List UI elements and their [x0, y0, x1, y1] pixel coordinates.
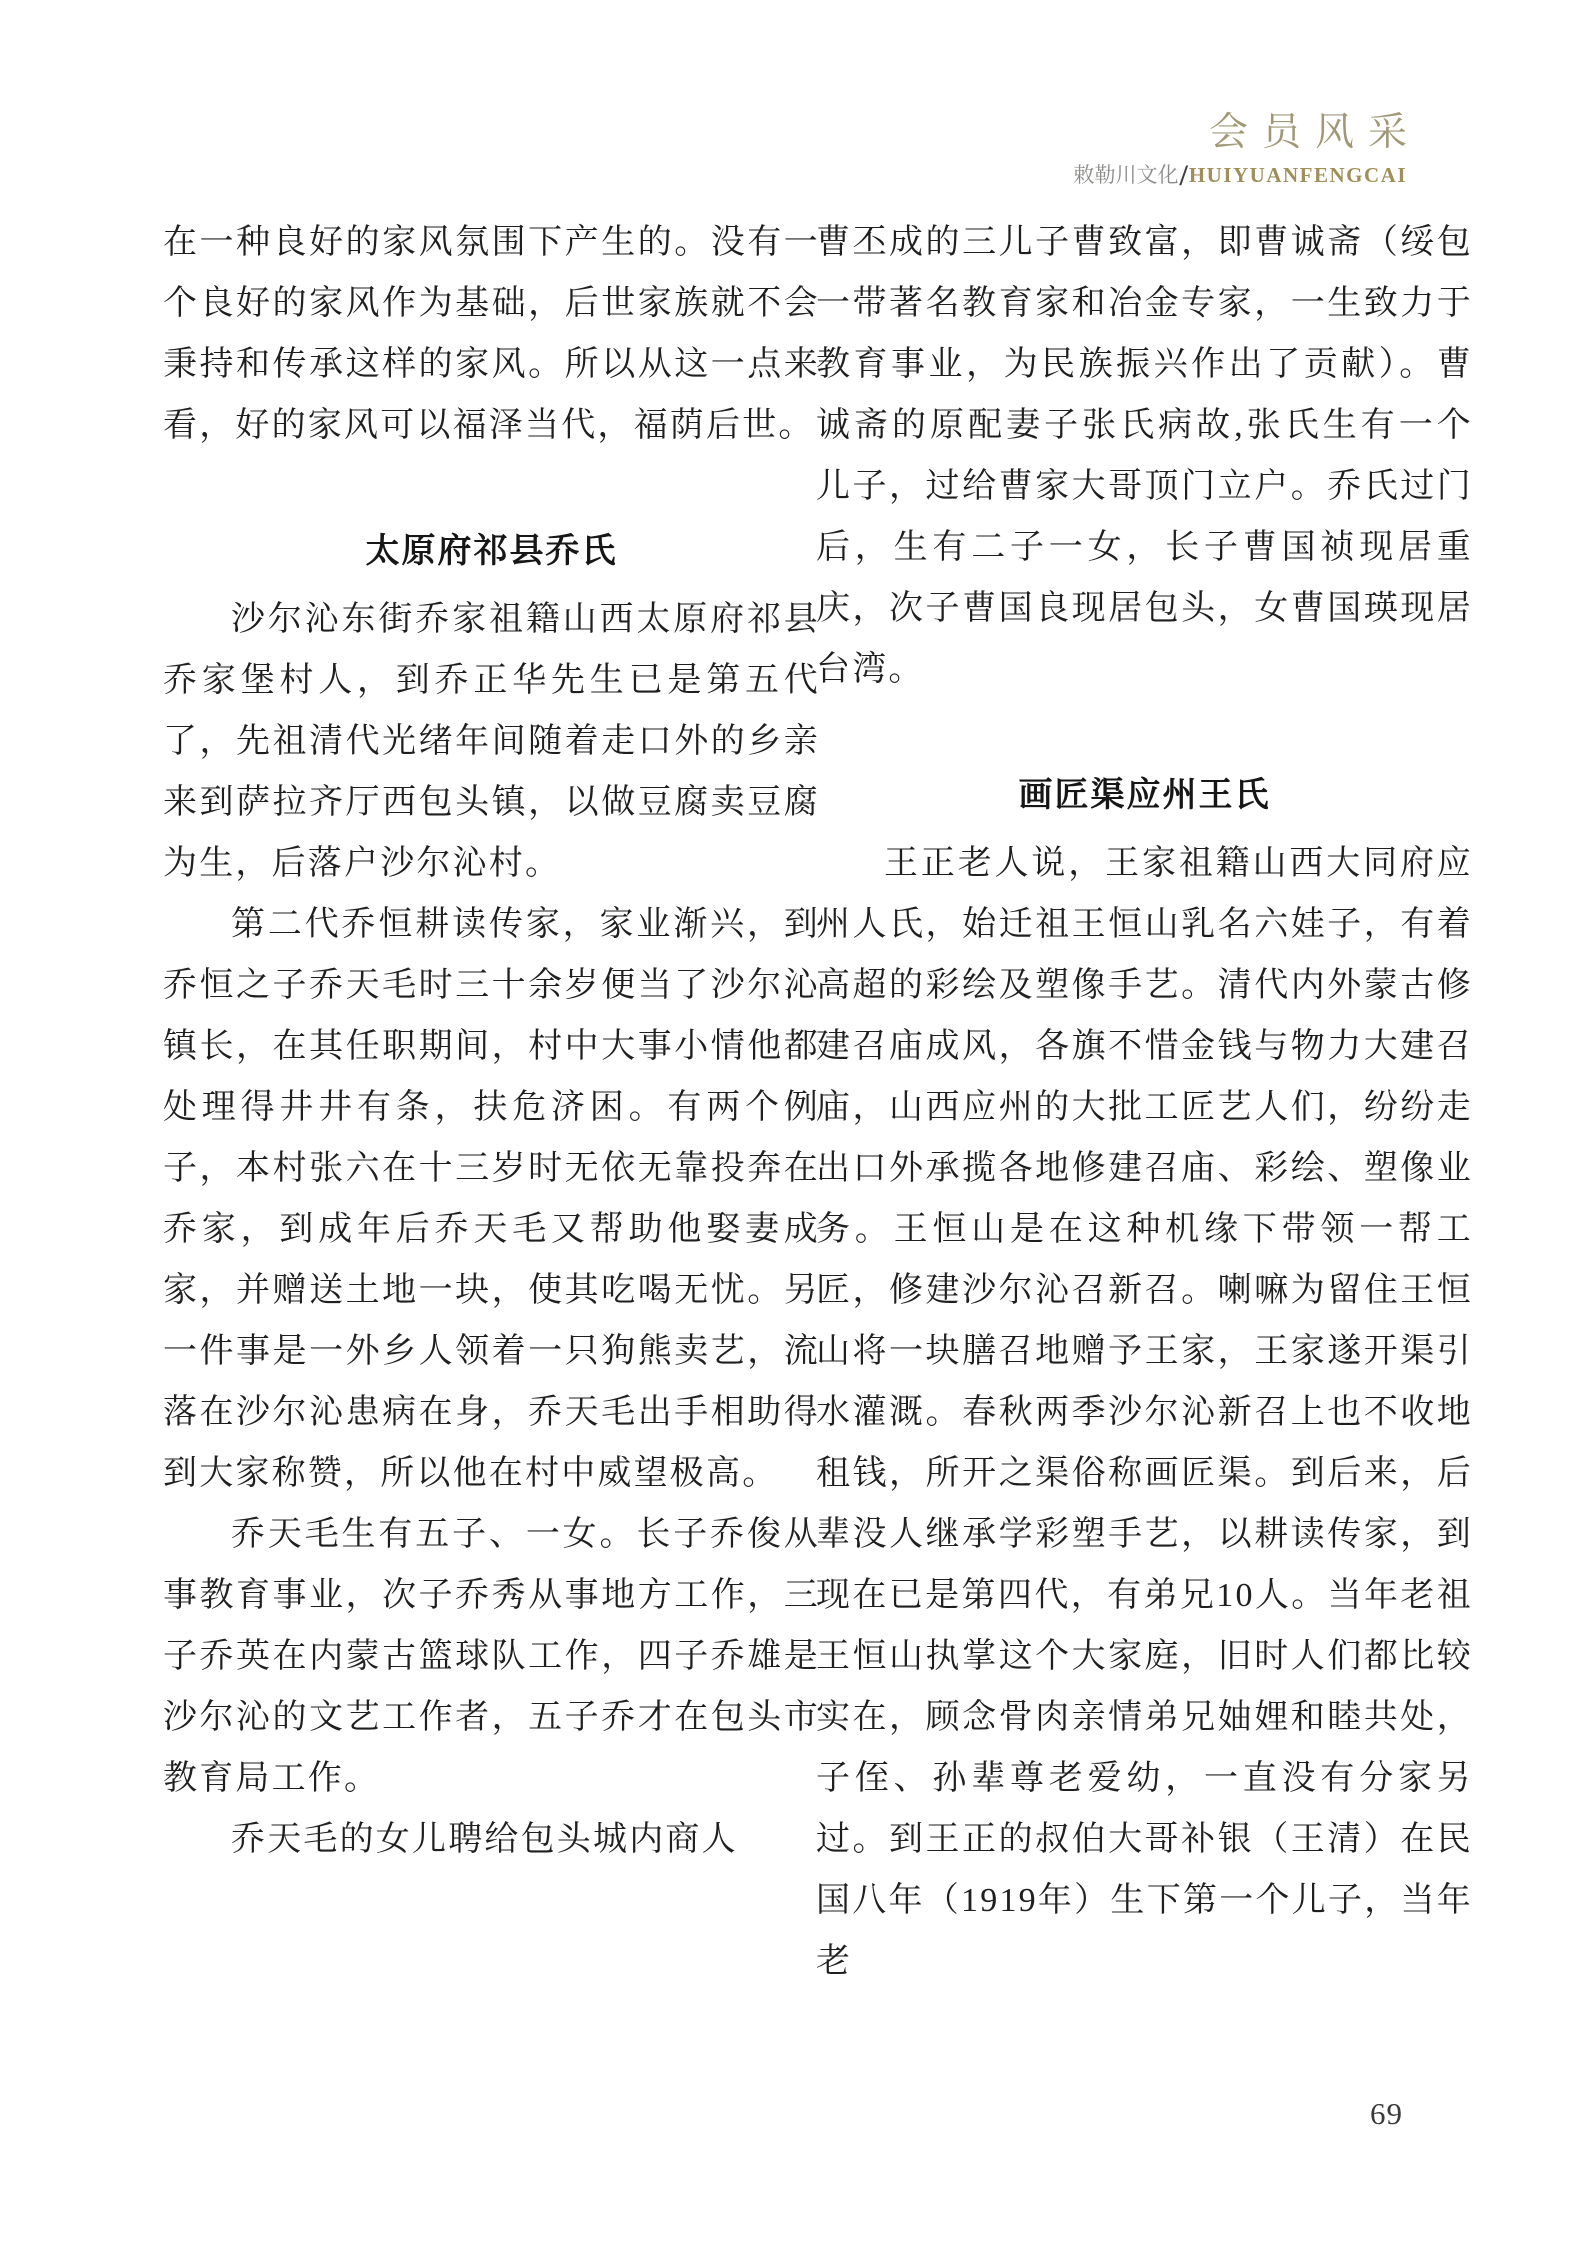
section-heading: 画匠渠应州王氏: [1018, 776, 1271, 814]
body-paragraph: 乔天毛生有五子、一女。长子乔俊从事教育事业，次子乔秀从事地方工作，三子乔英在内蒙古篮球队工作，四子乔雄是沙尔沁的文艺工作者，五子乔才在包头市教育局工作。: [163, 1516, 820, 1797]
page-header: [1073, 110, 1421, 192]
body-paragraph: 曹丕成的三儿子曹致富，即曹诚斋（绥包一带著名教育家和冶金专家，一生致力于教育事业，为民族振兴作出了贡献）。曹诚斋的原配妻子张氏病故,张氏生有一个儿子，过给曹家大哥顶门立户。乔氏过门后，生有二子一女，长子曹国祯现居重庆，次子曹国良现居包头，女曹国瑛现居台湾。: [816, 224, 1473, 688]
body-paragraph: 沙尔沁东街乔家祖籍山西太原府祁县乔家堡村人，到乔正华先生已是第五代了，先祖清代光绪年间随着走口外的乡亲来到萨拉齐厅西包头镇，以做豆腐卖豆腐为生，后落户沙尔沁村。: [163, 601, 820, 882]
left-column: [163, 212, 820, 1870]
header-subtitle-latin: HUIYUANFENGCAI: [1188, 163, 1407, 187]
header-subtitle: [1073, 159, 1407, 192]
body-paragraph: 乔天毛的女儿聘给包头城内商人: [231, 1821, 738, 1858]
header-subtitle-prefix: 敕勒川文化: [1073, 163, 1179, 187]
header-subtitle-slash: /: [1179, 159, 1188, 192]
right-column: [816, 212, 1473, 1992]
header-title: 会员风采: [1208, 111, 1421, 154]
body-paragraph: 王正老人说，王家祖籍山西大同府应州人氏，始迁祖王恒山乳名六娃子，有着高超的彩绘及塑像手艺。清代内外蒙古修建召庙成风，各旗不惜金钱与物力大建召庙，山西应州的大批工匠艺人们，纷纷走出口外承揽各地修建召庙、彩绘、塑像业务。王恒山是在这种机缘下带领一帮工匠，修建沙尔沁召新召。喇嘛为留住王恒山将一块膳召地赠予王家，王家遂开渠引水灌溉。春秋两季沙尔沁新召上也不收地租钱，所开之渠俗称画匠渠。到后来，后辈没人继承学彩塑手艺，以耕读传家，到现在已是第四代，有弟兄10人。当年老祖王恒山执掌这个大家庭，旧时人们都比较实在，顾念骨肉亲情弟兄妯娌和睦共处，子侄、孙辈尊老爱幼，一直没有分家另过。到王正的叔伯大哥补银（王清）在民国八年（1919年）生下第一个儿子，当年老: [816, 845, 1473, 1980]
body-paragraph: 在一种良好的家风氛围下产生的。没有一个良好的家风作为基础，后世家族就不会秉持和传承这样的家风。所以从这一点来看，好的家风可以福泽当代，福荫后世。: [163, 224, 820, 444]
section-heading: 太原府祁县乔氏: [365, 532, 618, 570]
body-paragraph: 第二代乔恒耕读传家，家业渐兴，到乔恒之子乔天毛时三十余岁便当了沙尔沁镇长，在其任职期间，村中大事小情他都处理得井井有条，扶危济困。有两个例子，本村张六在十三岁时无依无靠投奔在乔家，到成年后乔天毛又帮助他娶妻成家，并赠送土地一块，使其吃喝无忧。另一件事是一外乡人领着一只狗熊卖艺，流落在沙尔沁患病在身，乔天毛出手相助得到大家称赞，所以他在村中威望极高。: [163, 906, 820, 1492]
page-number: 69: [1370, 2096, 1403, 2131]
